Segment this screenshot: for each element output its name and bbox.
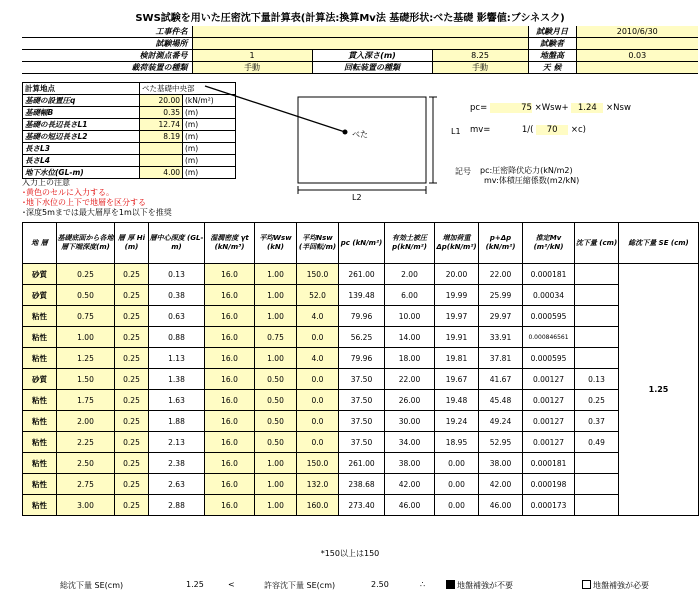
table-cell[interactable]: 2.00 <box>57 411 115 432</box>
table-cell: 42.00 <box>479 474 523 495</box>
table-cell[interactable]: 0.25 <box>115 264 149 285</box>
input-unit: (m) <box>183 143 236 155</box>
table-cell[interactable]: 0.25 <box>57 264 115 285</box>
table-cell: 45.48 <box>479 390 523 411</box>
table-cell: 2.13 <box>149 432 205 453</box>
input-label: 基礎幅B <box>23 107 140 119</box>
mv-formula-tail: ×c) <box>570 125 586 135</box>
table-cell: 14.00 <box>385 327 435 348</box>
column-header: 平均Wsw (kN) <box>255 223 297 264</box>
table-cell: 0.13 <box>149 264 205 285</box>
saika-label: 載荷装置の種類 <box>22 62 192 74</box>
legend-block <box>480 166 579 186</box>
checkbox-empty-icon <box>582 580 591 589</box>
table-cell: 261.00 <box>339 453 385 474</box>
table-cell: 273.40 <box>339 495 385 516</box>
pc-formula-label: pc= <box>470 103 488 113</box>
mv-formula <box>470 125 586 135</box>
table-row <box>23 474 699 495</box>
table-cell[interactable]: 16.0 <box>205 348 255 369</box>
input-notes <box>22 178 172 218</box>
table-body <box>23 264 699 516</box>
legend-pc: pc:圧密降伏応力(kN/m2) <box>480 166 573 175</box>
table-cell[interactable]: 16.0 <box>205 285 255 306</box>
tenki-value[interactable] <box>576 62 698 74</box>
table-cell[interactable]: 2.25 <box>57 432 115 453</box>
table-cell[interactable]: 16.0 <box>205 327 255 348</box>
input-value[interactable]: 20.00 <box>140 95 183 107</box>
table-cell: 19.24 <box>435 411 479 432</box>
kaiten-label: 回転装置の種類 <box>312 62 432 74</box>
table-cell[interactable]: 1.00 <box>255 474 297 495</box>
table-cell <box>575 495 619 516</box>
table-cell[interactable]: 0.25 <box>115 390 149 411</box>
table-cell[interactable]: 1.00 <box>255 453 297 474</box>
table-cell: 42.00 <box>385 474 435 495</box>
table-cell[interactable]: 16.0 <box>205 390 255 411</box>
footnote: *150以上は150 <box>320 549 380 558</box>
input-unit: (m) <box>183 119 236 131</box>
table-cell: 2.63 <box>149 474 205 495</box>
table-cell[interactable]: 0.50 <box>57 285 115 306</box>
table-cell[interactable]: 16.0 <box>205 453 255 474</box>
table-cell: 19.48 <box>435 390 479 411</box>
column-header: 総沈下量 SE (cm) <box>619 223 699 264</box>
legend-label: 記号 <box>455 167 471 176</box>
table-cell[interactable]: 0.25 <box>115 495 149 516</box>
foundation-outline <box>298 97 426 183</box>
table-cell[interactable]: 132.0 <box>297 474 339 495</box>
table-row <box>23 411 699 432</box>
mv-coef[interactable]: 70 <box>536 125 568 135</box>
table-cell[interactable]: 0.25 <box>115 453 149 474</box>
input-unit: (m) <box>183 131 236 143</box>
table-cell[interactable]: 0.75 <box>255 327 297 348</box>
summary-value: 1.25 <box>186 580 204 589</box>
mv-formula-label: mv= <box>470 125 491 135</box>
table-cell: 6.00 <box>385 285 435 306</box>
table-cell: 1.13 <box>149 348 205 369</box>
input-value[interactable]: 4.00 <box>140 167 183 179</box>
table-cell: 19.67 <box>435 369 479 390</box>
table-cell[interactable]: 16.0 <box>205 411 255 432</box>
table-cell[interactable]: 0.25 <box>115 327 149 348</box>
table-cell[interactable]: 1.25 <box>57 348 115 369</box>
table-cell[interactable]: 0.75 <box>57 306 115 327</box>
table-cell: 0.63 <box>149 306 205 327</box>
point-label: 計算地点 <box>23 83 140 95</box>
input-value[interactable] <box>140 143 183 155</box>
table-cell[interactable]: 3.00 <box>57 495 115 516</box>
table-cell[interactable]: 1.00 <box>255 285 297 306</box>
pc-formula-tail: ×Nsw <box>606 103 631 113</box>
table-cell: 46.00 <box>479 495 523 516</box>
table-cell[interactable]: 0.50 <box>255 369 297 390</box>
table-cell: 19.97 <box>435 306 479 327</box>
table-cell: 2.88 <box>149 495 205 516</box>
table-cell: 79.96 <box>339 306 385 327</box>
input-label: 長さL4 <box>23 155 140 167</box>
table-cell[interactable]: 砂質 <box>23 285 57 306</box>
column-header: 平均Nsw (半回転/m) <box>297 223 339 264</box>
column-header: p+Δp (kN/m²) <box>479 223 523 264</box>
table-cell <box>575 348 619 369</box>
table-cell: 0.00 <box>435 495 479 516</box>
summary-label: 総沈下量 SE(cm) <box>60 581 124 590</box>
table-cell <box>575 453 619 474</box>
table-cell[interactable]: 0.0 <box>297 369 339 390</box>
therefore-symbol: ∴ <box>420 580 426 589</box>
input-label: 基礎の長辺長さL1 <box>23 119 140 131</box>
table-cell[interactable]: 粘性 <box>23 348 57 369</box>
table-cell <box>575 285 619 306</box>
table-cell: 0.49 <box>575 432 619 453</box>
l2-label: L2 <box>352 193 362 202</box>
table-row <box>23 306 699 327</box>
table-cell: 0.000181 <box>523 264 575 285</box>
kouji-value[interactable] <box>192 26 528 38</box>
column-header: 湿潤密度 γt (kN/m³) <box>205 223 255 264</box>
table-cell[interactable]: 16.0 <box>205 495 255 516</box>
table-cell[interactable]: 1.00 <box>255 495 297 516</box>
table-cell: 37.50 <box>339 411 385 432</box>
mv-formula-mid: 1/( <box>521 125 534 135</box>
table-cell: 30.00 <box>385 411 435 432</box>
input-label: 基礎の設置圧q <box>23 95 140 107</box>
table-cell[interactable]: 0.25 <box>115 285 149 306</box>
option-no-reinforcement[interactable] <box>446 580 513 591</box>
table-cell: 0.13 <box>575 369 619 390</box>
table-cell: 0.000198 <box>523 474 575 495</box>
table-cell: 2.38 <box>149 453 205 474</box>
column-header: 推定Mv (m²/kN) <box>523 223 575 264</box>
table-row <box>23 285 699 306</box>
column-header: 有効土被圧 p(kN/m²) <box>385 223 435 264</box>
table-cell: 139.48 <box>339 285 385 306</box>
table-cell: 25.99 <box>479 285 523 306</box>
l1-label: L1 <box>451 127 461 136</box>
table-cell: 0.00127 <box>523 369 575 390</box>
table-cell <box>575 264 619 285</box>
table-cell: 29.97 <box>479 306 523 327</box>
table-cell[interactable]: 粘性 <box>23 327 57 348</box>
table-cell: 26.00 <box>385 390 435 411</box>
table-cell: 38.00 <box>479 453 523 474</box>
column-header: 基礎底面から各地層下端深度(m) <box>57 223 115 264</box>
input-label: 長さL3 <box>23 143 140 155</box>
checkbox-checked-icon <box>446 580 455 589</box>
table-cell[interactable]: 16.0 <box>205 369 255 390</box>
table-cell[interactable]: 16.0 <box>205 474 255 495</box>
table-cell: 0.00127 <box>523 411 575 432</box>
table-cell: 52.95 <box>479 432 523 453</box>
table-cell: 37.50 <box>339 369 385 390</box>
basho-label: 試験場所 <box>22 38 192 50</box>
pc-formula <box>470 103 631 113</box>
table-cell: 79.96 <box>339 348 385 369</box>
table-cell: 56.25 <box>339 327 385 348</box>
table-cell[interactable]: 粘性 <box>23 453 57 474</box>
input-value[interactable]: 8.19 <box>140 131 183 143</box>
table-cell[interactable]: 0.25 <box>115 306 149 327</box>
input-value[interactable] <box>140 155 183 167</box>
table-cell: 33.91 <box>479 327 523 348</box>
table-cell[interactable]: 16.0 <box>205 306 255 327</box>
table-row <box>23 264 699 285</box>
allow-label: 許容沈下量 SE(cm) <box>264 581 336 590</box>
table-cell[interactable]: 16.0 <box>205 264 255 285</box>
point-value[interactable]: べた基礎中央部 <box>140 83 236 95</box>
shikensha-label: 試験者 <box>528 38 576 50</box>
table-cell: 0.000181 <box>523 453 575 474</box>
table-cell[interactable]: 4.0 <box>297 348 339 369</box>
table-cell <box>575 327 619 348</box>
table-header-row <box>23 223 699 264</box>
table-cell: 0.00 <box>435 474 479 495</box>
table-cell: 0.000846561 <box>523 327 575 348</box>
table-cell[interactable]: 4.0 <box>297 306 339 327</box>
foundation-diagram <box>200 82 450 210</box>
table-cell[interactable]: 0.25 <box>115 432 149 453</box>
table-cell: 0.38 <box>149 285 205 306</box>
kannyu-label: 貫入深さ(m) <box>312 50 432 62</box>
basho-value[interactable] <box>192 38 528 50</box>
table-cell: 0.00034 <box>523 285 575 306</box>
table-cell[interactable]: 粘性 <box>23 495 57 516</box>
table-row <box>23 327 699 348</box>
input-unit: (kN/m²) <box>183 95 236 107</box>
table-cell[interactable]: 1.00 <box>255 306 297 327</box>
table-cell: 0.25 <box>575 390 619 411</box>
total-settlement-cell: 1.25 <box>619 264 699 516</box>
table-cell[interactable]: 砂質 <box>23 264 57 285</box>
table-row <box>23 495 699 516</box>
column-header: 地 層 <box>23 223 57 264</box>
table-cell: 20.00 <box>435 264 479 285</box>
notes-line: ･深度5mまでは最大層厚を1m以下を推奨 <box>22 208 172 217</box>
input-value[interactable]: 0.35 <box>140 107 183 119</box>
table-cell[interactable]: 0.0 <box>297 411 339 432</box>
pc-formula-mid: ×Wsw+ <box>534 103 569 113</box>
table-cell[interactable]: 0.50 <box>255 411 297 432</box>
table-cell: 0.00 <box>435 453 479 474</box>
saika-value[interactable]: 手動 <box>192 62 312 74</box>
table-cell[interactable]: 0.25 <box>115 411 149 432</box>
table-cell[interactable]: 粘性 <box>23 474 57 495</box>
summary-op: < <box>228 580 235 589</box>
table-cell: 49.24 <box>479 411 523 432</box>
table-row <box>23 390 699 411</box>
table-row <box>23 432 699 453</box>
pc-coef-1[interactable]: 75 <box>490 103 532 113</box>
notes-line: ･黄色のセルに入力する。 <box>22 188 114 197</box>
table-cell[interactable]: 1.00 <box>255 264 297 285</box>
table-cell[interactable]: 1.00 <box>57 327 115 348</box>
column-header: 層 厚 Hi (m) <box>115 223 149 264</box>
table-cell: 19.91 <box>435 327 479 348</box>
table-cell[interactable]: 1.50 <box>57 369 115 390</box>
table-row <box>23 453 699 474</box>
shiken-date-label: 試験月日 <box>528 26 576 38</box>
table-cell[interactable]: 0.50 <box>255 432 297 453</box>
table-cell[interactable]: 砂質 <box>23 369 57 390</box>
table-cell[interactable]: 0.50 <box>255 390 297 411</box>
table-cell: 1.88 <box>149 411 205 432</box>
table-cell: 18.00 <box>385 348 435 369</box>
table-cell[interactable]: 160.0 <box>297 495 339 516</box>
column-header: pc (kN/m²) <box>339 223 385 264</box>
legend-mv: mv:体積圧縮係数(m2/kN) <box>484 176 580 185</box>
table-cell[interactable]: 150.0 <box>297 264 339 285</box>
table-cell[interactable]: 150.0 <box>297 453 339 474</box>
table-cell: 0.00127 <box>523 432 575 453</box>
settlement-table <box>22 222 699 516</box>
table-cell: 0.000173 <box>523 495 575 516</box>
table-cell: 261.00 <box>339 264 385 285</box>
input-label: 基礎の短辺長さL2 <box>23 131 140 143</box>
input-unit: (m) <box>183 167 236 179</box>
table-cell[interactable]: 52.0 <box>297 285 339 306</box>
kouji-label: 工事件名 <box>22 26 192 38</box>
input-unit: (m) <box>183 107 236 119</box>
table-cell: 41.67 <box>479 369 523 390</box>
table-cell: 0.88 <box>149 327 205 348</box>
table-cell: 37.50 <box>339 390 385 411</box>
kannyu-value[interactable]: 8.25 <box>432 50 528 62</box>
table-cell[interactable]: 0.25 <box>115 348 149 369</box>
table-cell: 46.00 <box>385 495 435 516</box>
table-cell[interactable]: 0.0 <box>297 327 339 348</box>
calc-point-marker <box>343 130 348 135</box>
table-cell: 0.37 <box>575 411 619 432</box>
table-row <box>23 369 699 390</box>
input-unit: (m) <box>183 155 236 167</box>
allow-value: 2.50 <box>371 580 389 589</box>
sokuten-value[interactable]: 1 <box>192 50 312 62</box>
table-cell: 22.00 <box>385 369 435 390</box>
table-cell: 2.00 <box>385 264 435 285</box>
jibandaka-value[interactable]: 0.03 <box>576 50 698 62</box>
table-cell[interactable]: 粘性 <box>23 390 57 411</box>
jibandaka-label: 地盤高 <box>528 50 576 62</box>
table-cell[interactable]: 16.0 <box>205 432 255 453</box>
table-cell: 37.50 <box>339 432 385 453</box>
kaiten-value[interactable]: 手動 <box>432 62 528 74</box>
table-cell: 38.00 <box>385 453 435 474</box>
sokuten-label: 検討測点番号 <box>22 50 192 62</box>
table-cell: 22.00 <box>479 264 523 285</box>
page-title: SWS試験を用いた圧密沈下量計算表(計算法:換算Mv法 基礎形状:べた基礎 影響値:ブシネスク) <box>135 13 565 24</box>
header-table <box>22 26 698 74</box>
notes-title: 入力上の注意 <box>22 178 70 187</box>
table-cell: 19.81 <box>435 348 479 369</box>
table-cell: 37.81 <box>479 348 523 369</box>
table-cell[interactable]: 0.25 <box>115 369 149 390</box>
leader-line <box>205 86 345 132</box>
pc-coef-2[interactable]: 1.24 <box>571 103 603 113</box>
notes-line: ･地下水位の上下で地層を区分する <box>22 198 146 207</box>
column-header: 沈下量 (cm) <box>575 223 619 264</box>
table-cell: 238.68 <box>339 474 385 495</box>
tenki-label: 天 候 <box>528 62 576 74</box>
table-cell: 0.00127 <box>523 390 575 411</box>
table-cell[interactable]: 粘性 <box>23 432 57 453</box>
option-reinforcement[interactable] <box>582 580 649 591</box>
table-cell[interactable]: 0.0 <box>297 432 339 453</box>
table-cell[interactable]: 2.75 <box>57 474 115 495</box>
table-cell: 1.38 <box>149 369 205 390</box>
table-cell: 0.000595 <box>523 306 575 327</box>
option-no-reinforcement-label: 地盤補強が不要 <box>457 581 513 590</box>
table-cell: 0.000595 <box>523 348 575 369</box>
table-cell[interactable]: 1.75 <box>57 390 115 411</box>
shikensha-value[interactable] <box>576 38 698 50</box>
table-cell[interactable]: 0.25 <box>115 474 149 495</box>
table-cell[interactable]: 粘性 <box>23 411 57 432</box>
column-header: 層中心深度 (GL-m) <box>149 223 205 264</box>
table-row <box>23 348 699 369</box>
calc-point-label: べた <box>352 130 368 139</box>
input-label: 地下水位(GL-m) <box>23 167 140 179</box>
table-cell: 19.99 <box>435 285 479 306</box>
option-reinforcement-label: 地盤補強が必要 <box>593 581 649 590</box>
shiken-date-value[interactable]: 2010/6/30 <box>576 26 698 38</box>
table-cell[interactable]: 2.50 <box>57 453 115 474</box>
table-cell[interactable]: 粘性 <box>23 306 57 327</box>
input-value[interactable]: 12.74 <box>140 119 183 131</box>
table-cell: 34.00 <box>385 432 435 453</box>
table-cell[interactable]: 0.0 <box>297 390 339 411</box>
table-cell[interactable]: 1.00 <box>255 348 297 369</box>
table-cell: 1.63 <box>149 390 205 411</box>
table-cell: 18.95 <box>435 432 479 453</box>
table-cell <box>575 306 619 327</box>
table-cell: 10.00 <box>385 306 435 327</box>
column-header: 増加荷重 Δp(kN/m²) <box>435 223 479 264</box>
table-cell <box>575 474 619 495</box>
